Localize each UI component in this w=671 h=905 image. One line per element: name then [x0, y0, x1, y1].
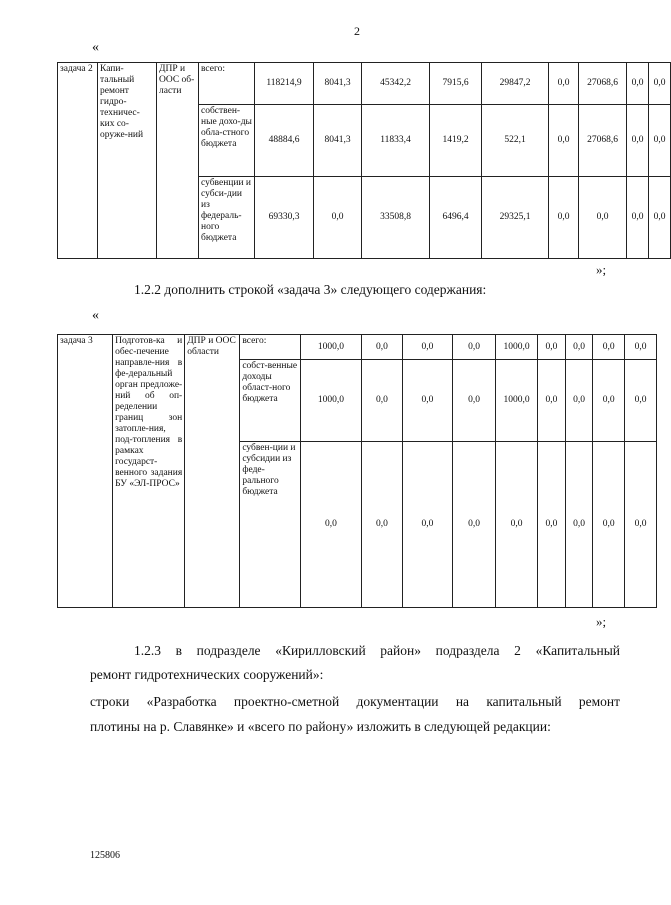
- value-cell: 0,0: [649, 177, 671, 259]
- value-cell: 0,0: [627, 63, 649, 105]
- value-cell: 0,0: [453, 335, 495, 360]
- value-cell: 27068,6: [579, 63, 627, 105]
- value-cell: 6496,4: [430, 177, 482, 259]
- table-task-2: [57, 62, 671, 259]
- task-cell: задача 2: [58, 63, 98, 259]
- task-cell: задача 3: [58, 335, 113, 608]
- task-name-cell: Капи-тальный ремонт гидро-техничес-ких со-оруже-ний: [98, 63, 157, 259]
- value-cell: 0,0: [402, 360, 453, 442]
- value-cell: 0,0: [538, 442, 566, 608]
- value-cell: 0,0: [565, 360, 593, 442]
- value-cell: 0,0: [538, 335, 566, 360]
- page-number: 2: [354, 24, 360, 38]
- value-cell: 7915,6: [430, 63, 482, 105]
- value-cell: 69330,3: [255, 177, 314, 259]
- value-cell: 8041,3: [314, 105, 362, 177]
- close-quote-1: »;: [596, 262, 607, 277]
- table-row: [58, 63, 671, 105]
- open-quote-1: «: [92, 40, 99, 55]
- value-cell: 48884,6: [255, 105, 314, 177]
- value-cell: 33508,8: [362, 177, 430, 259]
- value-cell: 11833,4: [362, 105, 430, 177]
- value-cell: 0,0: [549, 105, 579, 177]
- value-cell: 0,0: [627, 105, 649, 177]
- value-cell: 0,0: [362, 442, 402, 608]
- value-cell: 0,0: [593, 360, 625, 442]
- value-cell: 27068,6: [579, 105, 627, 177]
- row-label: субвенции и субси-дии из федераль-ного бюджета: [199, 177, 255, 259]
- value-cell: 522,1: [482, 105, 549, 177]
- row-label: всего:: [199, 63, 255, 105]
- value-cell: 0,0: [495, 442, 537, 608]
- paragraph-rows-line2: плотины на р. Славянке» и «всего по району» изложить в следующей редакции:: [90, 719, 551, 734]
- executor-cell: ДПР и ООС области: [185, 335, 240, 608]
- paragraph-1-2-3-line2: ремонт гидротехнических сооружений»:: [90, 667, 324, 682]
- open-quote-2: «: [92, 308, 99, 323]
- value-cell: 0,0: [627, 177, 649, 259]
- table-task-3: [57, 334, 657, 608]
- value-cell: 0,0: [402, 442, 453, 608]
- value-cell: 1000,0: [495, 360, 537, 442]
- value-cell: 0,0: [649, 105, 671, 177]
- value-cell: 1000,0: [300, 335, 361, 360]
- close-quote-2: »;: [596, 614, 607, 629]
- value-cell: 0,0: [538, 360, 566, 442]
- row-label: собствен-ные дохо-ды обла-стного бюджета: [199, 105, 255, 177]
- value-cell: 0,0: [453, 360, 495, 442]
- value-cell: 0,0: [593, 442, 625, 608]
- value-cell: 0,0: [625, 335, 657, 360]
- paragraph-1-2-2: 1.2.2 дополнить строкой «задача 3» следующего содержания:: [134, 282, 487, 297]
- table-row: [58, 335, 657, 360]
- value-cell: 0,0: [549, 63, 579, 105]
- row-label: всего:: [240, 335, 300, 360]
- value-cell: 0,0: [362, 335, 402, 360]
- value-cell: 0,0: [453, 442, 495, 608]
- value-cell: 0,0: [649, 63, 671, 105]
- value-cell: 0,0: [402, 335, 453, 360]
- value-cell: 0,0: [565, 335, 593, 360]
- value-cell: 8041,3: [314, 63, 362, 105]
- value-cell: 0,0: [625, 442, 657, 608]
- row-label: субвен-ции и субсидии из феде-рального бюджета: [240, 442, 300, 608]
- value-cell: 0,0: [300, 442, 361, 608]
- value-cell: 1000,0: [495, 335, 537, 360]
- value-cell: 29325,1: [482, 177, 549, 259]
- paragraph-1-2-3-line1: 1.2.3 в подразделе «Кирилловский район» подраздела 2 «Капитальный: [134, 643, 620, 658]
- value-cell: 0,0: [625, 360, 657, 442]
- value-cell: 0,0: [579, 177, 627, 259]
- executor-cell: ДПР и ООС об-ласти: [157, 63, 199, 259]
- value-cell: 1000,0: [300, 360, 361, 442]
- value-cell: 29847,2: [482, 63, 549, 105]
- value-cell: 0,0: [362, 360, 402, 442]
- row-label: собст-венные доходы област-ного бюджета: [240, 360, 300, 442]
- value-cell: 0,0: [549, 177, 579, 259]
- value-cell: 118214,9: [255, 63, 314, 105]
- task-name-cell: Подготов-ка и обес-печение направле-ния в фе-деральный орган предложе-ний об оп-ределении границ зон затопле-ния, под-топления в рамках государст-венного задания БУ «ЭЛ-ПРОС»: [113, 335, 185, 608]
- value-cell: 0,0: [565, 442, 593, 608]
- footer-code: 125806: [90, 850, 120, 861]
- value-cell: 0,0: [593, 335, 625, 360]
- paragraph-rows-line1: строки «Разработка проектно-сметной документации на капитальный ремонт: [90, 694, 620, 709]
- value-cell: 45342,2: [362, 63, 430, 105]
- value-cell: 1419,2: [430, 105, 482, 177]
- value-cell: 0,0: [314, 177, 362, 259]
